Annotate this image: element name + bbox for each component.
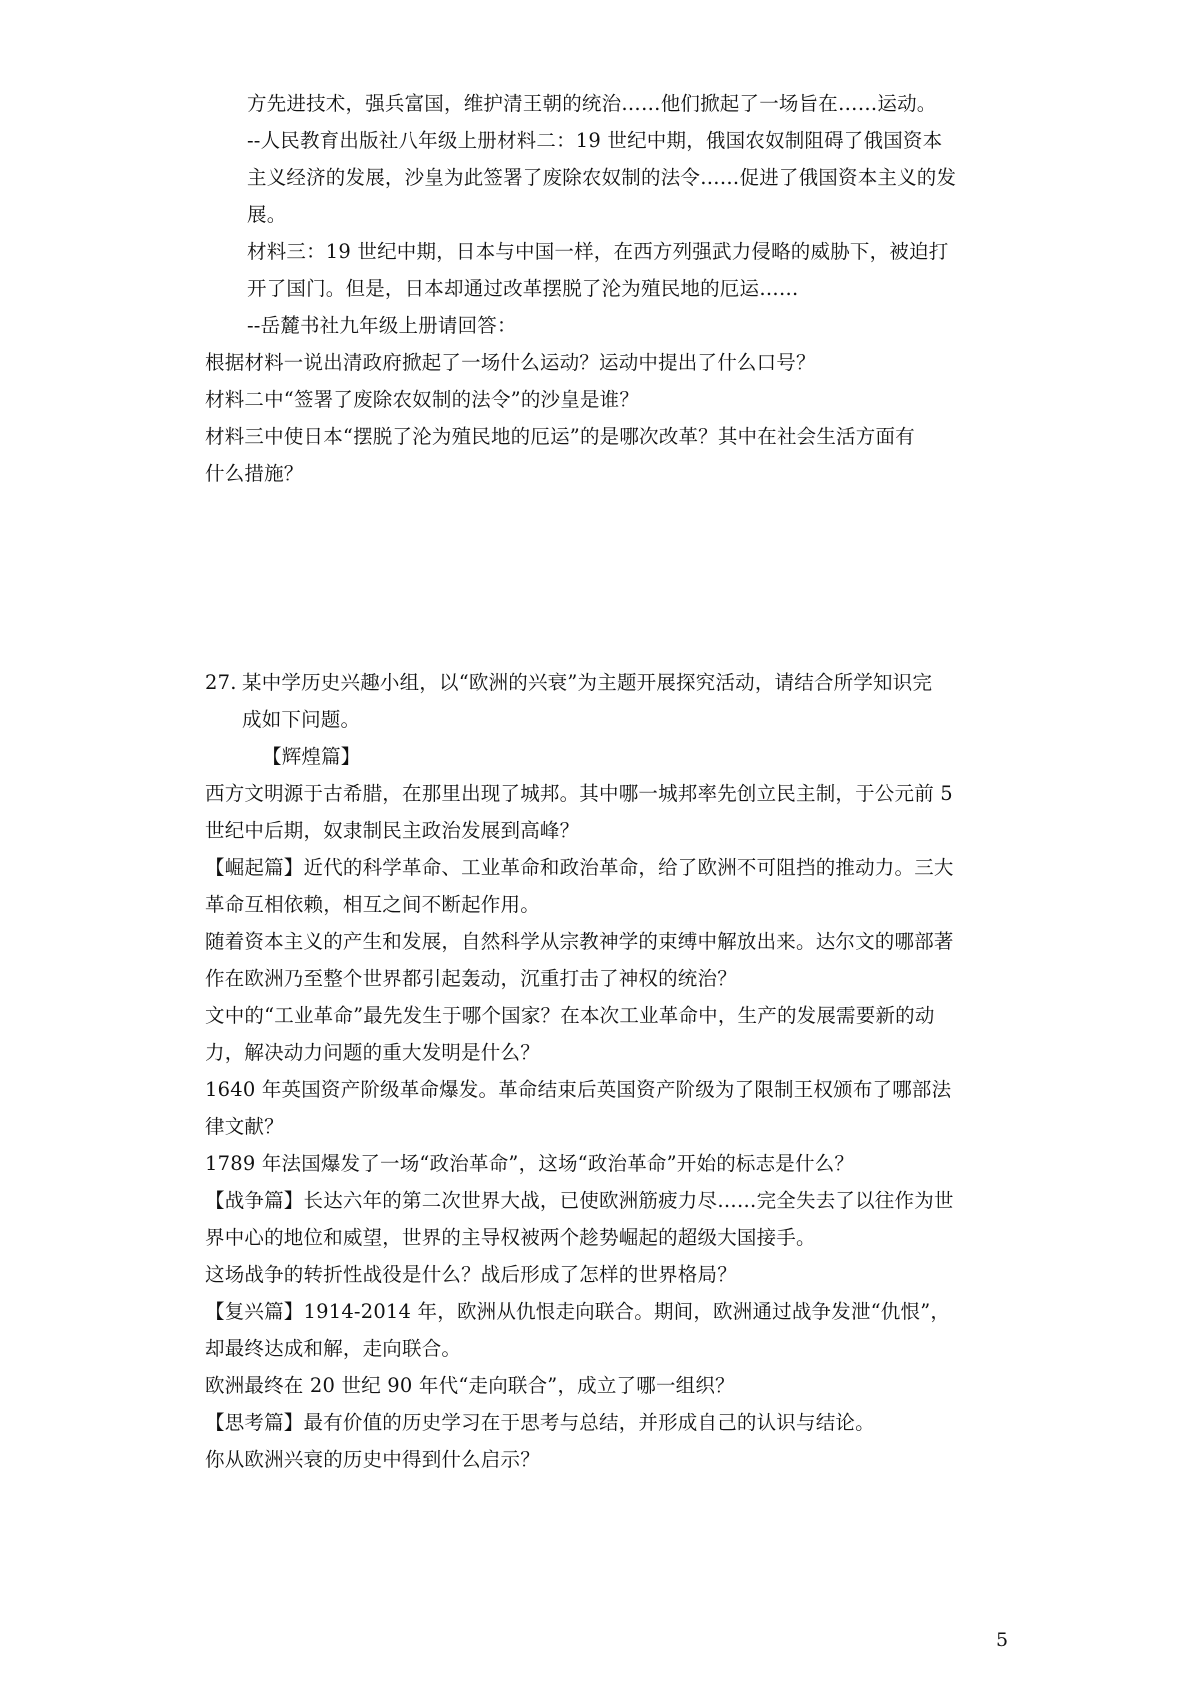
rise-question1-line1: 随着资本主义的产生和发展，自然科学从宗教神学的束缚中解放出来。达尔文的哪部著 — [205, 930, 954, 953]
glory-question-line2: 世纪中后期，奴隶制民主政治发展到高峰？ — [205, 819, 580, 842]
rise-question2-line1: 文中的“工业革命”最先发生于哪个国家？在本次工业革命中，生产的发展需要新的动 — [205, 1004, 935, 1027]
q27-number: 27. — [205, 671, 237, 694]
rise-question1-line2: 作在欧洲乃至整个世界都引起轰动，沉重打击了神权的统治？ — [205, 967, 737, 990]
revival-intro-line1: 【复兴篇】1914-2014 年，欧洲从仇恨走向联合。期间，欧洲通过战争发泄“仇恨”， — [205, 1300, 951, 1323]
material1-tail: 方先进技术，强兵富国，维护清王朝的统治……他们掀起了一场旨在……运动。 — [247, 92, 937, 115]
section-glory-heading: 【辉煌篇】 — [262, 745, 361, 768]
q27-intro-line2: 成如下问题。 — [242, 708, 361, 731]
rise-question4: 1789 年法国爆发了一场“政治革命”，这场“政治革命”开始的标志是什么？ — [205, 1152, 855, 1175]
source3-prompt: --岳麓书社九年级上册请回答： — [247, 314, 517, 337]
page-number: 5 — [996, 1629, 1009, 1651]
material3-line2: 开了国门。但是，日本却通过改革摆脱了沦为殖民地的厄运…… — [247, 277, 799, 300]
q26-question3-line2: 什么措施？ — [205, 462, 304, 485]
war-question: 这场战争的转折性战役是什么？战后形成了怎样的世界格局？ — [205, 1263, 737, 1286]
q26-question2: 材料二中“签署了废除农奴制的法令”的沙皇是谁？ — [205, 388, 640, 411]
material2-line3: 展。 — [247, 203, 287, 226]
q26-question3-line1: 材料三中使日本“摆脱了沦为殖民地的厄运”的是哪次改革？其中在社会生活方面有 — [205, 425, 915, 448]
source1-material2-start: --人民教育出版社八年级上册材料二：19 世纪中期，俄国农奴制阻碍了俄国资本 — [247, 129, 943, 152]
material2-line2: 主义经济的发展，沙皇为此签署了废除农奴制的法令……促进了俄国资本主义的发 — [247, 166, 957, 189]
material3-line1: 材料三：19 世纪中期，日本与中国一样，在西方列强武力侵略的威胁下，被迫打 — [247, 240, 949, 263]
rise-intro-line2: 革命互相依赖，相互之间不断起作用。 — [205, 893, 540, 916]
q26-question1: 根据材料一说出清政府掀起了一场什么运动？运动中提出了什么口号？ — [205, 351, 816, 374]
q27-intro-line1: 某中学历史兴趣小组，以“欧洲的兴衰”为主题开展探究活动，请结合所学知识完 — [242, 671, 933, 694]
war-intro-line2: 界中心的地位和威望，世界的主导权被两个趁势崛起的超级大国接手。 — [205, 1226, 816, 1249]
think-question: 你从欧洲兴衰的历史中得到什么启示？ — [205, 1448, 540, 1471]
glory-question-line1: 西方文明源于古希腊，在那里出现了城邦。其中哪一城邦率先创立民主制，于公元前 5 — [205, 782, 953, 805]
rise-question3-line1: 1640 年英国资产阶级革命爆发。革命结束后英国资产阶级为了限制王权颁布了哪部法 — [205, 1078, 952, 1101]
revival-intro-line2: 却最终达成和解，走向联合。 — [205, 1337, 462, 1360]
rise-question3-line2: 律文献？ — [205, 1115, 284, 1138]
rise-question2-line2: 力，解决动力问题的重大发明是什么？ — [205, 1041, 540, 1064]
war-intro-line1: 【战争篇】长达六年的第二次世界大战，已使欧洲筋疲力尽……完全失去了以往作为世 — [205, 1189, 954, 1212]
think-intro: 【思考篇】最有价值的历史学习在于思考与总结，并形成自己的认识与结论。 — [205, 1411, 875, 1434]
revival-question: 欧洲最终在 20 世纪 90 年代“走向联合”，成立了哪一组织？ — [205, 1374, 735, 1397]
rise-intro-line1: 【崛起篇】近代的科学革命、工业革命和政治革命，给了欧洲不可阻挡的推动力。三大 — [205, 856, 954, 879]
